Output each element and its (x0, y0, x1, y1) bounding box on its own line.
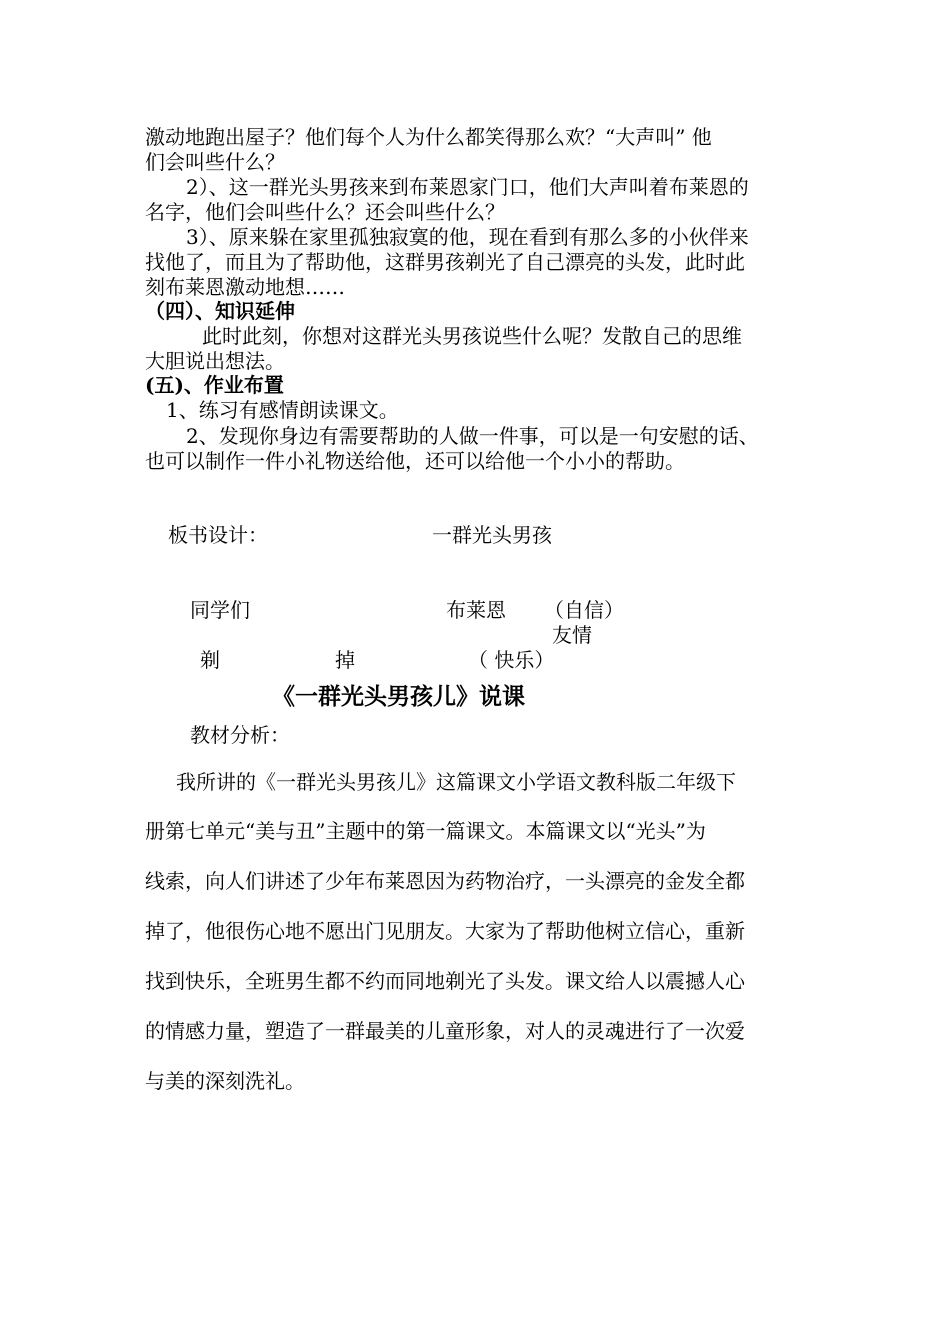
paragraph-line: 激动地跑出屋子？他们每个人为什么都笑得那么欢？“大声叫” 他 (145, 125, 712, 149)
lecture-title: 《一群光头男孩儿》说课 (272, 683, 525, 710)
board-title: 一群光头男孩 (432, 523, 552, 547)
paragraph-line: 我所讲的《一群光头男孩儿》这篇课文小学语文教科版二年级下 (176, 770, 736, 794)
paragraph-line: 此时此刻，你想对这群光头男孩说些什么呢？发散自己的思维 (202, 324, 742, 348)
board-item-classmates: 同学们 (190, 598, 250, 622)
board-label: 板书设计： (168, 523, 268, 547)
section-heading: (五)、作业布置 (145, 373, 284, 397)
board-item-happy: （ 快乐） (468, 648, 555, 672)
board-item-fall: 掉 (335, 648, 355, 672)
paragraph-line: 与美的深刻洗礼。 (145, 1069, 305, 1093)
paragraph-line: 线索，向人们讲述了少年布莱恩因为药物治疗，一头漂亮的金发全都 (145, 869, 745, 893)
paragraph-line: 册第七单元“美与丑”主题中的第一篇课文。本篇课文以“光头”为 (145, 819, 706, 843)
paragraph-line: 们会叫些什么？ (145, 150, 285, 174)
section-heading: （四）、知识延伸 (145, 299, 295, 323)
paragraph-line: 大胆说出想法。 (145, 349, 285, 373)
board-item-friendship: 友情 (552, 623, 592, 647)
paragraph-line: 掉了，他很伤心地不愿出门见朋友。大家为了帮助他树立信心，重新 (145, 919, 745, 943)
paragraph-line: 的情感力量，塑造了一群最美的儿童形象，对人的灵魂进行了一次爱 (145, 1019, 745, 1043)
paragraph-line: 也可以制作一件小礼物送给他，还可以给他一个小小的帮助。 (145, 449, 685, 473)
paragraph-line: 1、练习有感情朗读课文。 (166, 398, 399, 422)
paragraph-line: 2、发现你身边有需要帮助的人做一件事，可以是一句安慰的话、 (186, 424, 759, 448)
paragraph-line: 找他了，而且为了帮助他，这群男孩剃光了自己漂亮的头发，此时此 (145, 250, 745, 274)
board-item-confidence: （自信） (544, 598, 624, 622)
board-item-brian: 布莱恩 (446, 598, 506, 622)
board-item-shave: 剃 (200, 648, 220, 672)
paragraph-line: 3）、原来躲在家里孤独寂寞的他，现在看到有那么多的小伙伴来 (186, 225, 749, 249)
lecture-subheading: 教材分析： (190, 723, 290, 747)
paragraph-line: 刻布莱恩激动地想…… (145, 275, 345, 299)
paragraph-line: 找到快乐，全班男生都不约而同地剃光了头发。课文给人以震撼人心 (145, 969, 745, 993)
paragraph-line: 名字，他们会叫些什么？还会叫些什么？ (145, 200, 505, 224)
paragraph-line: 2）、这一群光头男孩来到布莱恩家门口，他们大声叫着布莱恩的 (186, 175, 749, 199)
